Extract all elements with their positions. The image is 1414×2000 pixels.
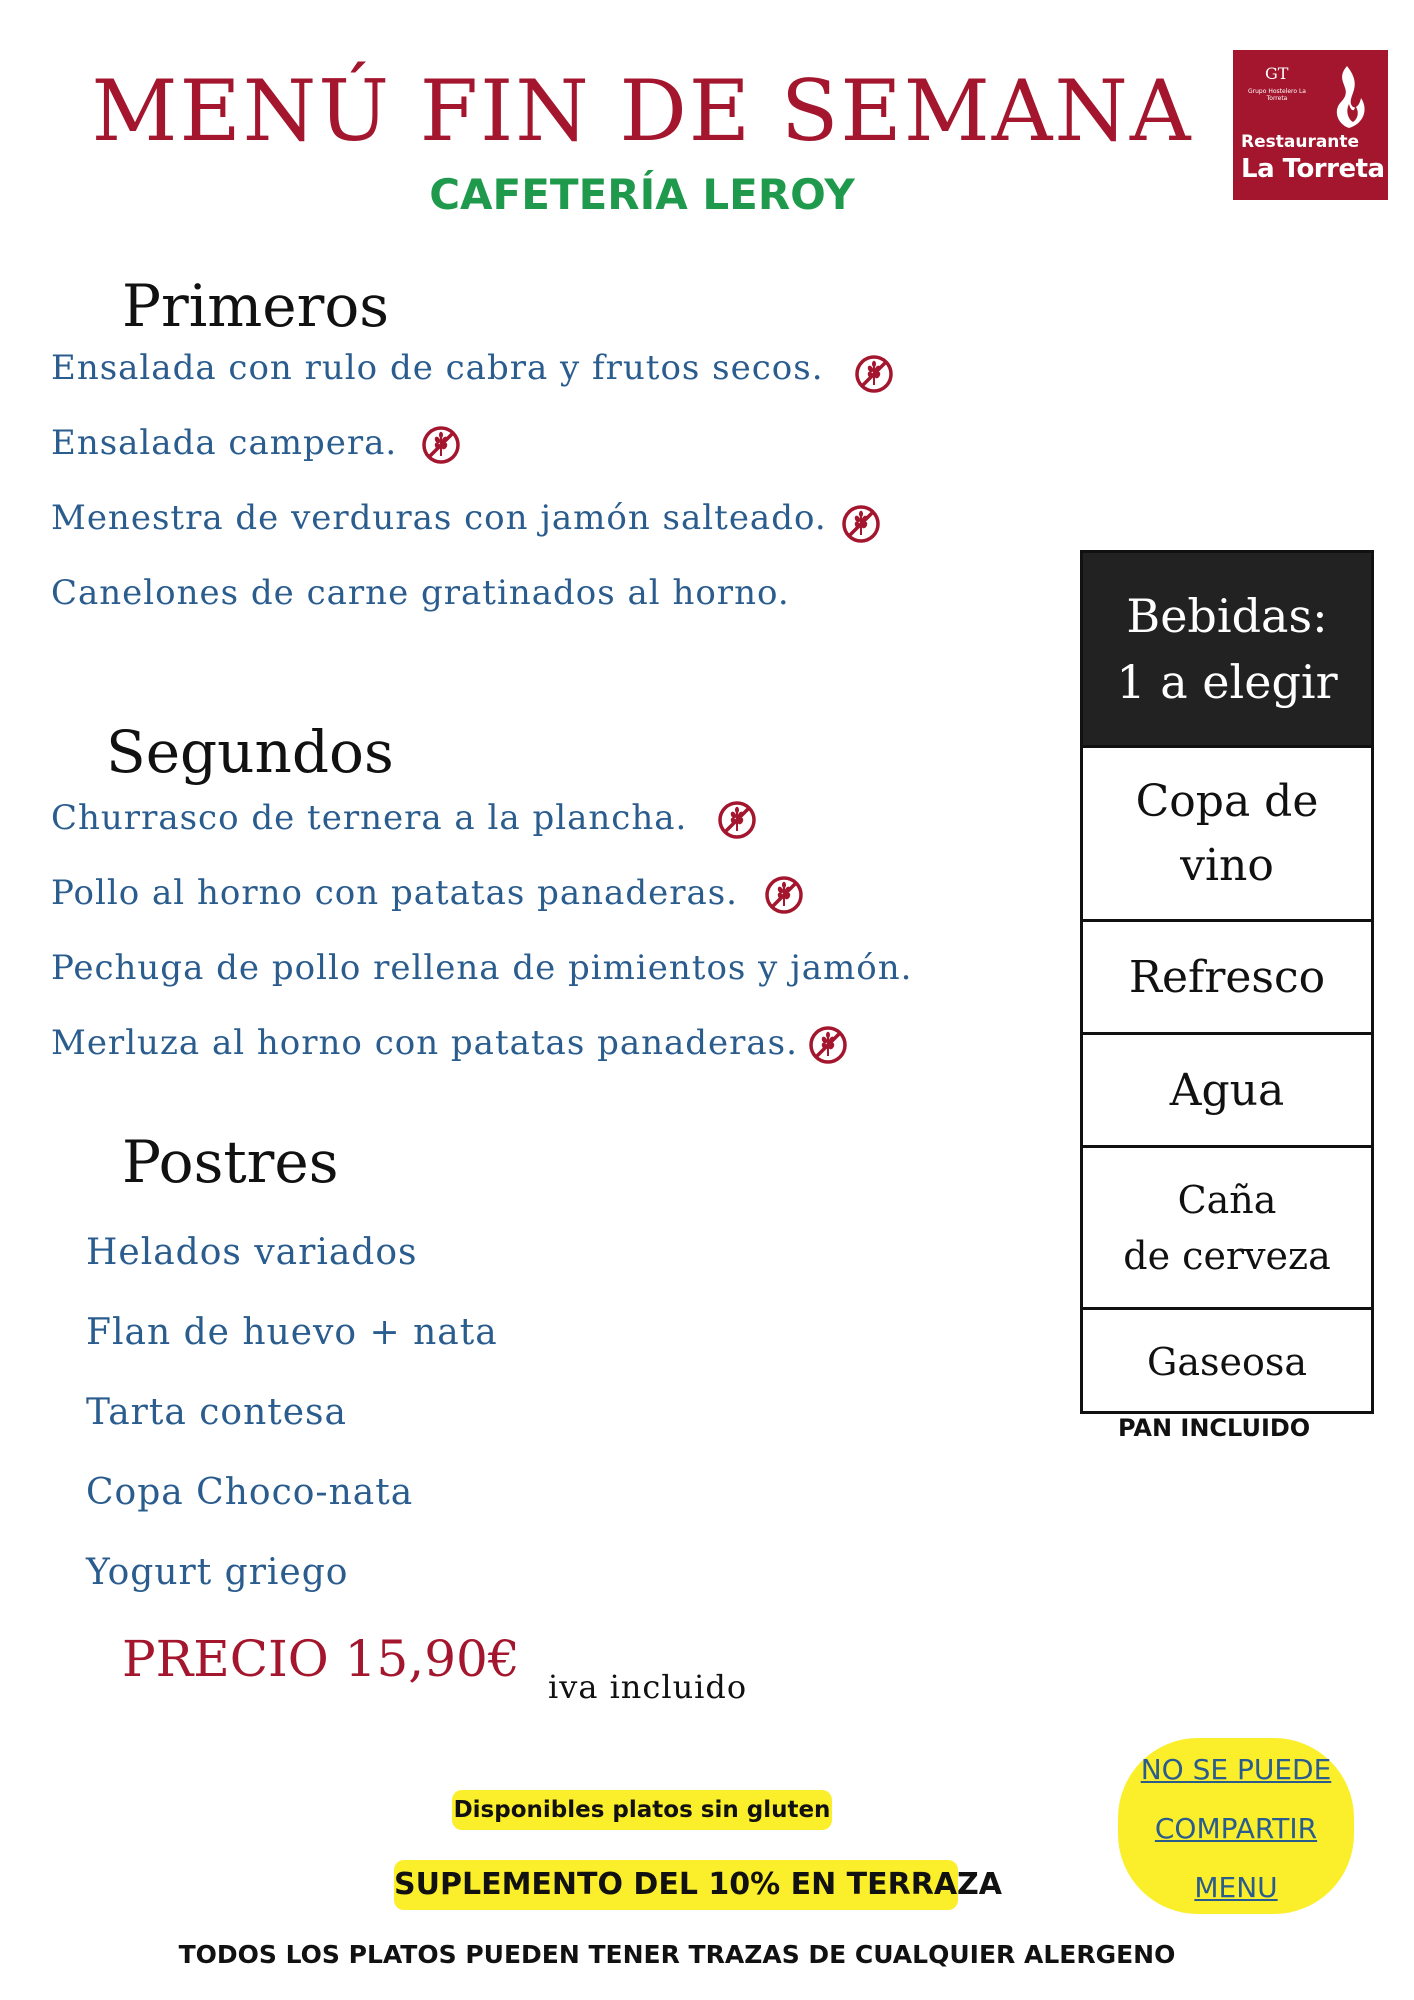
restaurant-logo: [1233, 50, 1388, 200]
drink-option: [1083, 919, 1371, 1032]
dessert-item: Helados variados: [86, 1232, 418, 1273]
share-note-line: MENU: [1194, 1871, 1278, 1904]
drink-label: Copa de: [1135, 775, 1319, 827]
drink-option: [1083, 745, 1371, 919]
drink-label: de cerveza: [1123, 1233, 1331, 1278]
gluten-free-icon: [421, 425, 461, 465]
drinks-header: [1083, 553, 1371, 745]
section-title-segundos: Segundos: [106, 718, 394, 786]
dish-name: Pollo al horno con patatas panaderas.: [51, 873, 738, 913]
cafeteria-name: CAFETERÍA LEROY: [429, 170, 855, 219]
bread-included-note: PAN INCLUIDO: [1118, 1414, 1311, 1442]
terrace-supplement-note: SUPLEMENTO DEL 10% EN TERRAZA: [394, 1860, 958, 1910]
allergen-warning: TODOS LOS PLATOS PUEDEN TENER TRAZAS DE CUALQUIER ALERGENO: [178, 1940, 1176, 1969]
share-note-line: NO SE PUEDE: [1140, 1753, 1332, 1786]
dessert-item: Tarta contesa: [86, 1392, 347, 1433]
no-share-menu-note: [1118, 1738, 1354, 1914]
drink-label: vino: [1180, 839, 1274, 891]
gluten-free-icon: [854, 354, 894, 394]
drinks-header-line-2: 1 a elegir: [1116, 655, 1338, 709]
dessert-item: Copa Choco-nata: [86, 1472, 414, 1513]
drink-option: [1083, 1307, 1371, 1414]
dish-segundo-2: [51, 873, 804, 915]
dish-name: Pechuga de pollo rellena de pimientos y jamón.: [51, 948, 913, 988]
logo-line-1: Restaurante: [1241, 132, 1360, 152]
gluten-free-icon: [841, 504, 881, 544]
dessert-item: Flan de huevo + nata: [86, 1312, 498, 1353]
logo-monogram: GT: [1265, 64, 1289, 83]
drink-label: Refresco: [1128, 951, 1326, 1003]
dish-segundo-4: [51, 1023, 848, 1065]
logo-small-text: Grupo Hostelero La Torreta: [1248, 88, 1306, 102]
dish-name: Merluza al horno con patatas panaderas.: [51, 1023, 798, 1063]
drinks-table: [1080, 550, 1374, 1414]
dish-primero-3: [51, 498, 881, 540]
drink-label: Agua: [1169, 1064, 1285, 1116]
dish-primero-1: [51, 348, 894, 390]
page-title: MENÚ FIN DE SEMANA: [91, 62, 1193, 160]
dish-name: Canelones de carne gratinados al horno.: [51, 573, 790, 613]
drink-option: [1083, 1032, 1371, 1145]
dish-name: Ensalada campera.: [51, 423, 398, 463]
price-note: iva incluido: [548, 1668, 748, 1706]
drink-option: [1083, 1145, 1371, 1307]
dessert-item: Yogurt griego: [86, 1552, 349, 1593]
dish-name: Churrasco de ternera a la plancha.: [51, 798, 688, 838]
dish-segundo-1: [51, 798, 757, 840]
flame-icon: [1319, 64, 1373, 132]
logo-line-2: La Torreta: [1241, 154, 1385, 184]
dish-segundo-3: [51, 948, 912, 988]
section-title-postres: Postres: [122, 1128, 339, 1196]
drink-label: Caña: [1177, 1177, 1277, 1222]
dish-name: Menestra de verduras con jamón salteado.: [51, 498, 827, 538]
dish-primero-2: [51, 423, 461, 465]
dish-primero-4: [51, 573, 790, 613]
share-note-line: COMPARTIR: [1154, 1812, 1318, 1845]
gluten-free-icon: [808, 1025, 848, 1065]
gluten-free-icon: [764, 875, 804, 915]
drink-label: Gaseosa: [1146, 1340, 1308, 1384]
gluten-free-note: Disponibles platos sin gluten: [452, 1790, 832, 1830]
drinks-header-line-1: Bebidas:: [1126, 589, 1328, 643]
dish-name: Ensalada con rulo de cabra y frutos secos.: [51, 348, 824, 388]
section-title-primeros: Primeros: [122, 272, 390, 340]
price-label: PRECIO 15,90€: [122, 1630, 520, 1688]
gluten-free-icon: [717, 800, 757, 840]
